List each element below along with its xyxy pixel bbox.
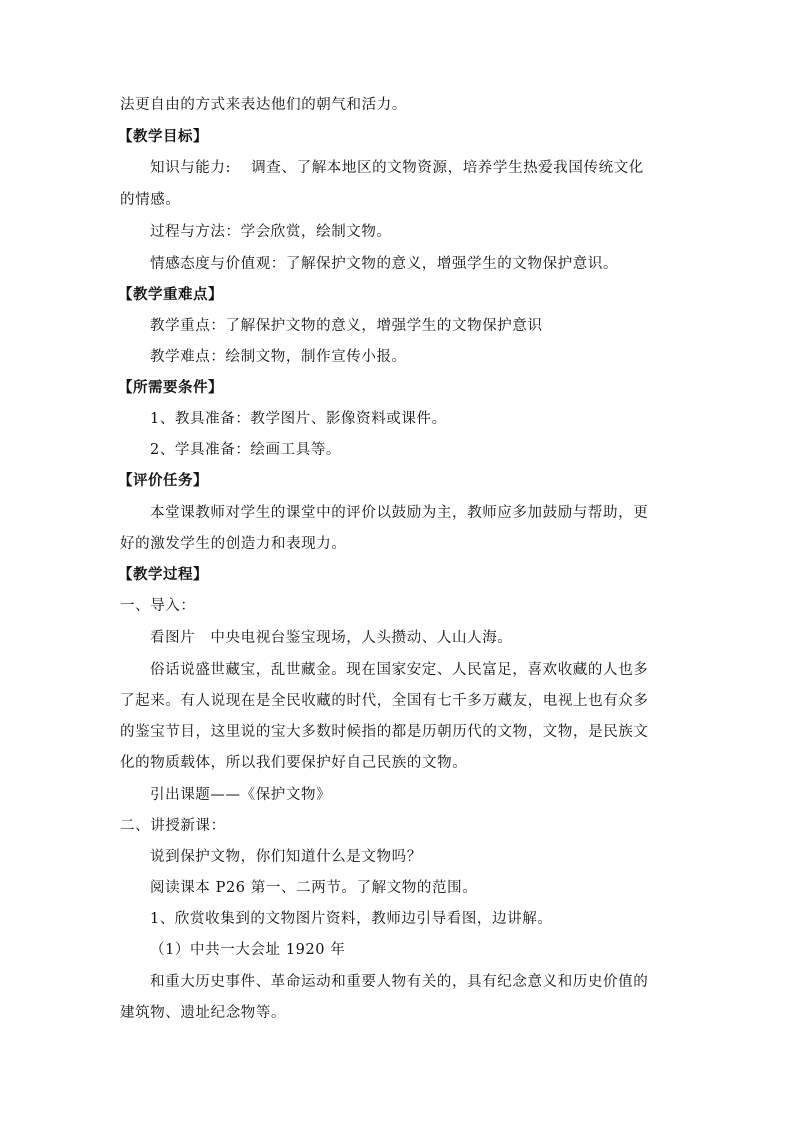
goal-attitude: 情感态度与价值观：了解保护文物的意义，增强学生的文物保护意识。 — [150, 256, 619, 272]
heading-key-points: 【教学重难点】 — [118, 286, 223, 303]
section-1-paragraph-2-line-1: 俗话说盛世藏宝，乱世藏金。现在国家安定、人民富足，喜欢收藏的人也多 — [150, 662, 649, 678]
section-2-description-line-2: 建筑物、遗址纪念物等。 — [120, 1005, 287, 1021]
section-2-description-line-1: 和重大历史事件、革命运动和重要人物有关的，具有纪念意义和历史价值的 — [150, 974, 649, 990]
section-2-question: 说到保护文物，你们知道什么是文物吗？ — [150, 849, 422, 865]
condition-1: 1、教具准备：教学图片、影像资料或课件。 — [150, 411, 447, 427]
goal-knowledge-line-2: 的情感。 — [120, 192, 181, 208]
heading-conditions: 【所需要条件】 — [118, 379, 223, 396]
section-2-item-1: （1）中共一大会址 1920 年 — [150, 942, 346, 958]
section-1-paragraph-2-line-2: 了起来。有人说现在是全民收藏的时代，全国有七千多万藏友，电视上也有众多 — [120, 693, 649, 709]
goal-knowledge-line-1: 知识与能力: 调查、了解本地区的文物资源，培养学生热爱我国传统文化 — [150, 160, 644, 176]
heading-evaluation: 【评价任务】 — [118, 472, 208, 489]
paragraph-intro-end: 法更自由的方式来表达他们的朝气和活力。 — [120, 97, 407, 113]
heading-teaching-goals: 【教学目标】 — [118, 128, 208, 145]
section-1-lesson-title: 引出课题——《保护文物》 — [150, 787, 332, 803]
key-point: 教学重点：了解保护文物的意义，增强学生的文物保护意识 — [150, 318, 543, 334]
goal-process: 过程与方法：学会欣赏，绘制文物。 — [150, 224, 392, 240]
section-1-paragraph-2-line-3: 的鉴宝节目，这里说的宝大多数时候指的都是历朝历代的文物，文物，是民族文 — [120, 724, 649, 740]
heading-teaching-process: 【教学过程】 — [118, 566, 208, 583]
section-1-paragraph-1: 看图片 中央电视台鉴宝现场，人头攒动、人山人海。 — [150, 630, 513, 646]
section-2-activity-1: 1、欣赏收集到的文物图片资料，教师边引导看图，边讲解。 — [150, 911, 553, 927]
section-2-reading: 阅读课本 P26 第一、二两节。了解文物的范围。 — [150, 880, 478, 896]
section-2-title: 二、讲授新课： — [120, 818, 226, 834]
section-1-title: 一、导入： — [120, 598, 196, 614]
difficult-point: 教学难点：绘制文物，制作宣传小报。 — [150, 349, 407, 365]
section-1-paragraph-2-line-4: 化的物质载体，所以我们要保护好自己民族的文物。 — [120, 755, 468, 771]
condition-2: 2、学具准备：绘画工具等。 — [150, 442, 342, 458]
evaluation-line-1: 本堂课教师对学生的课堂中的评价以鼓励为主，教师应多加鼓励与帮助，更 — [150, 505, 649, 521]
evaluation-line-2: 好的激发学生的创造力和表现力。 — [120, 536, 347, 552]
